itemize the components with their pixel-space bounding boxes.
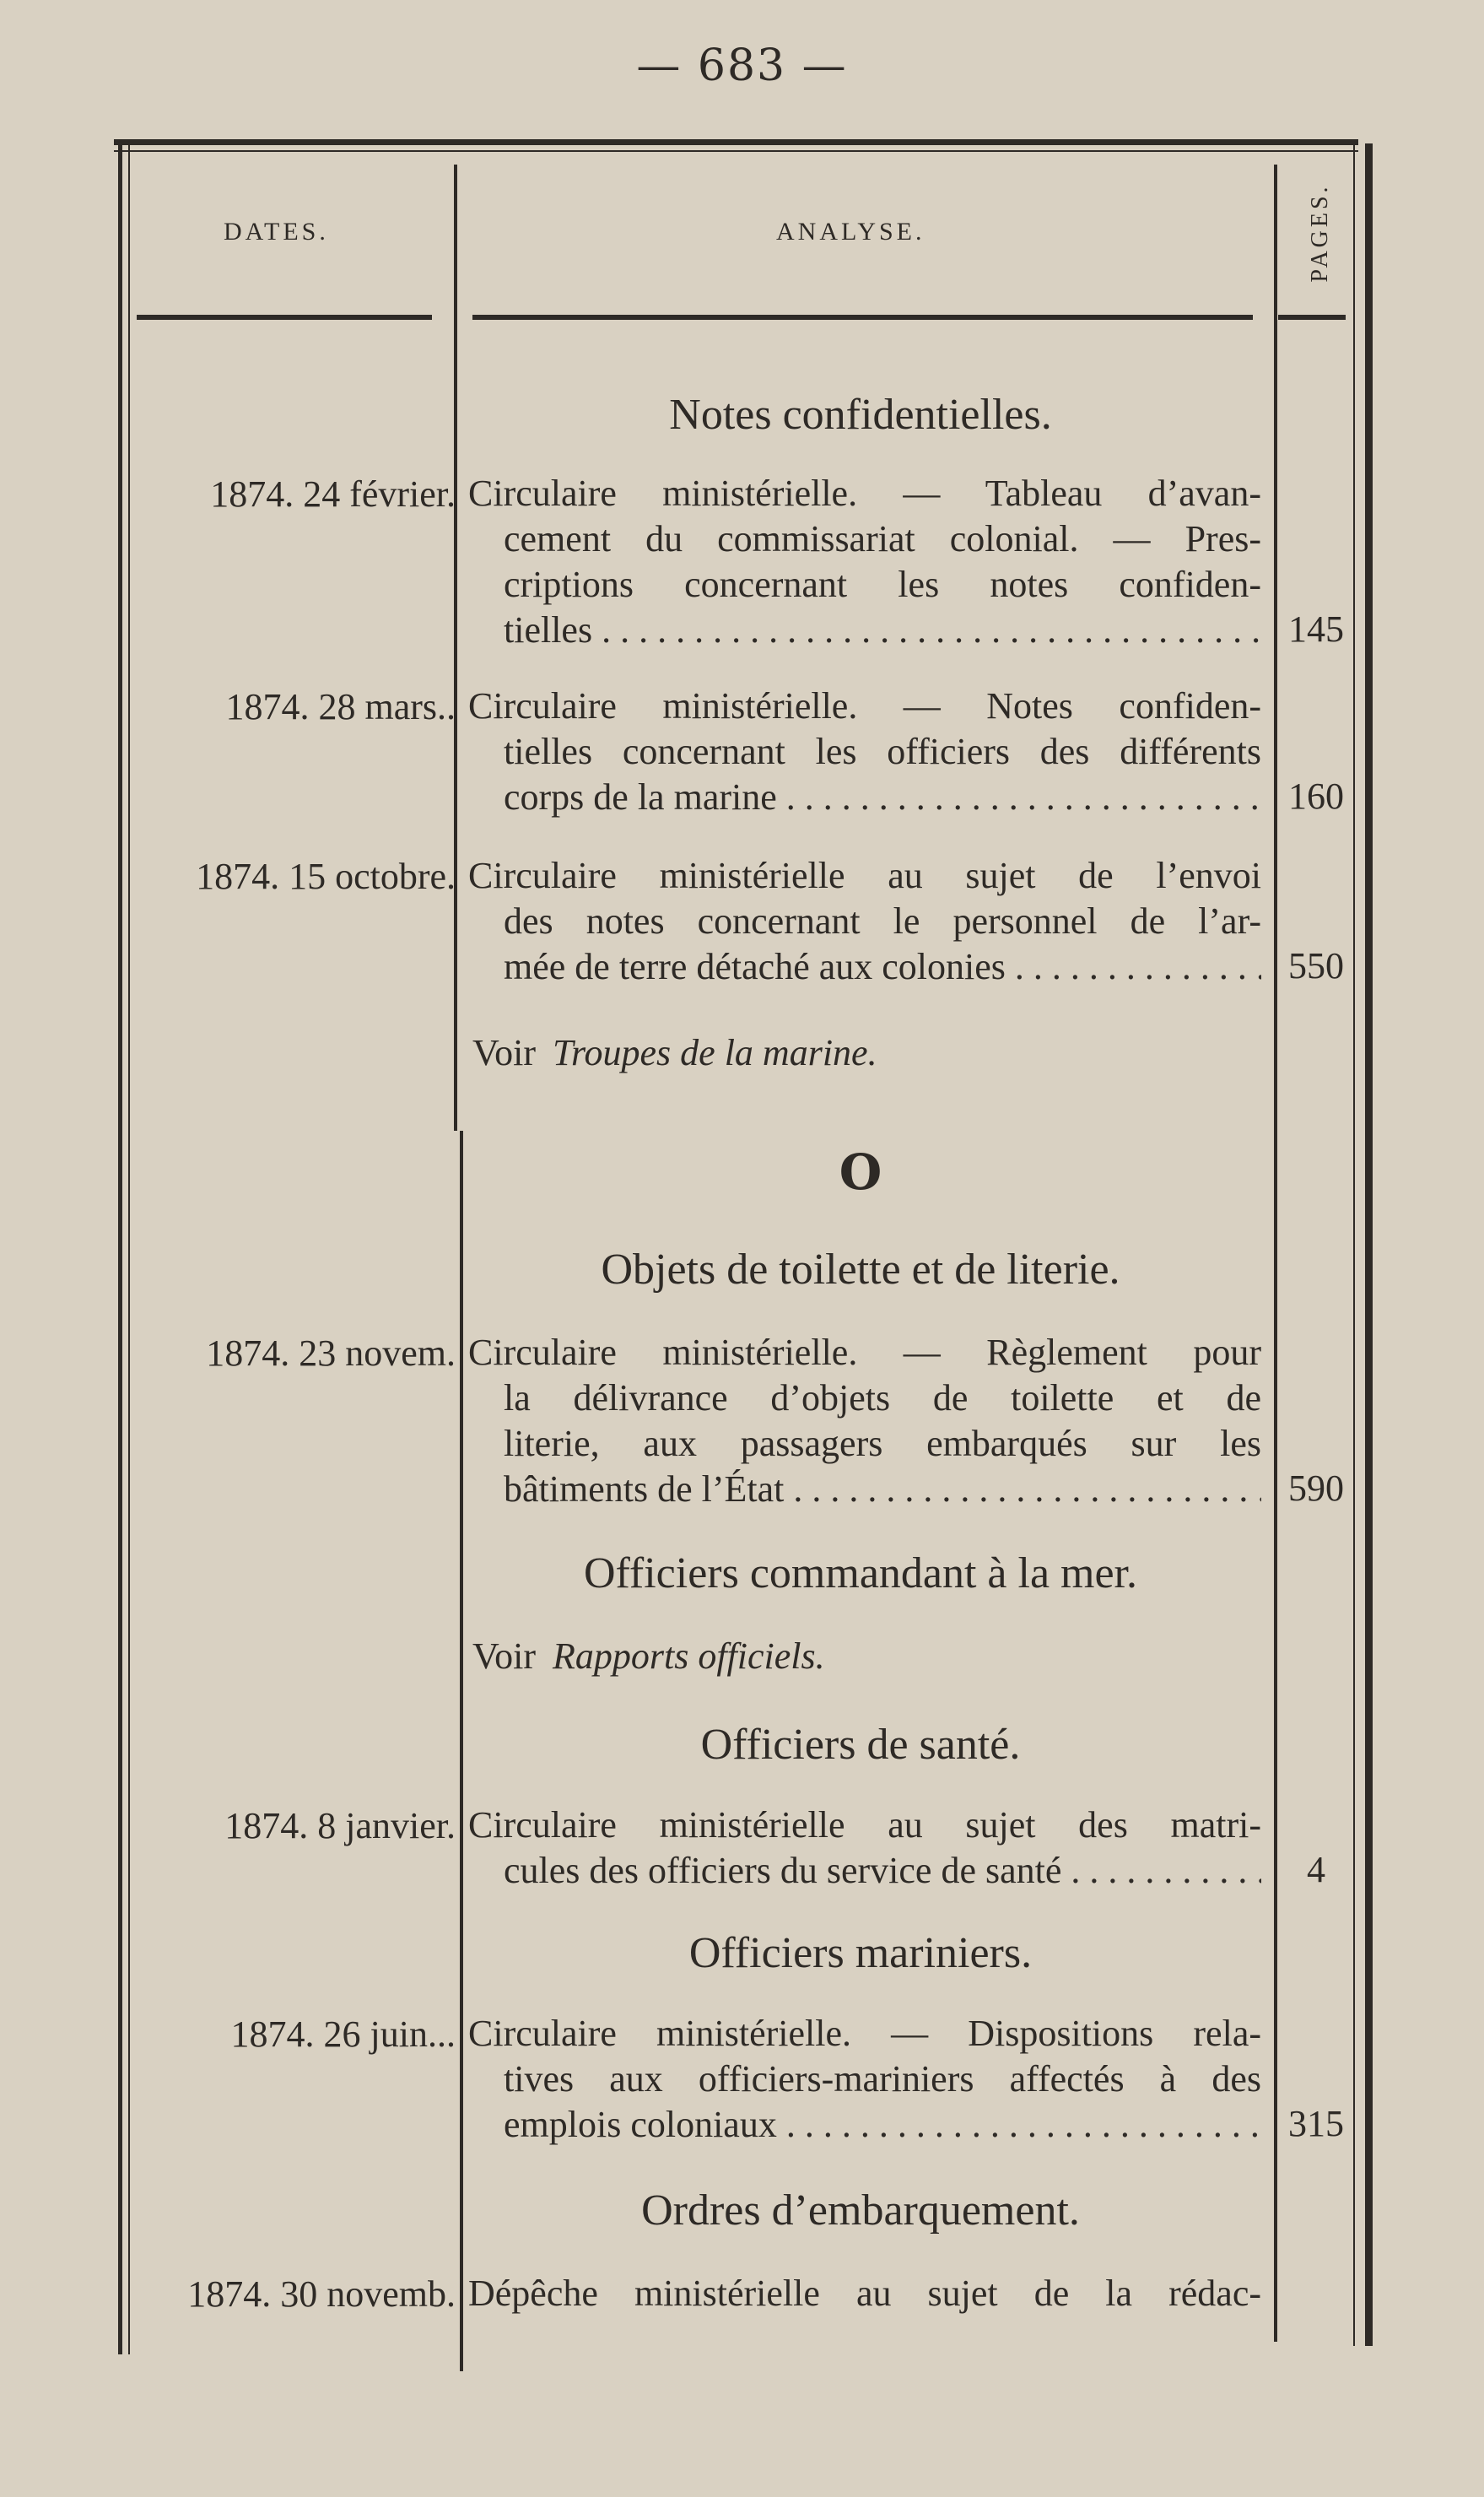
voir-target: Troupes de la marine. <box>552 1032 877 1073</box>
section-heading-officiers-mer: Officiers commandant à la mer. <box>583 1549 1138 1597</box>
right-border-inner <box>1353 143 1355 2346</box>
entry-date: 1874. 26 juin... <box>230 2013 456 2055</box>
entry-text <box>468 684 1261 820</box>
entry-line: Dépêche ministérielle au sujet de la rédac- <box>468 2273 1261 2314</box>
page-reference: 145 <box>1288 608 1344 650</box>
header-rule-pages <box>1278 315 1346 320</box>
top-rule <box>114 139 1358 145</box>
entry-line: la délivrance d’objets de toilette et de <box>504 1377 1261 1419</box>
entry-line: tielles . . . <box>468 608 1261 653</box>
section-heading-officiers-mariniers: Officiers mariniers. <box>688 1929 1033 1977</box>
pages-column-separator <box>1274 165 1277 2342</box>
page-reference: 590 <box>1288 1467 1344 1509</box>
entry-line: cules des officiers du service de santé . . . <box>468 1848 1261 1894</box>
entry-text <box>468 1802 1261 1894</box>
entry-line: literie, aux passagers embarqués sur les <box>504 1423 1261 1464</box>
column-header-dates: DATES. <box>224 218 329 246</box>
entry-text <box>468 471 1261 653</box>
entry-text <box>468 853 1261 990</box>
entry-date: 1874. 24 février. <box>210 473 456 515</box>
entry-line: corps de la marine . . . <box>468 775 1261 820</box>
cross-reference <box>472 1635 825 1678</box>
voir-label: Voir <box>472 1032 536 1073</box>
entry-line: Circulaire ministérielle au sujet des matri- <box>468 1804 1261 1846</box>
index-letter: O <box>839 1143 882 1201</box>
section-heading-officiers-sante: Officiers de santé. <box>700 1721 1021 1769</box>
header-rule-analyse <box>472 315 1253 320</box>
voir-target: Rapports officiels. <box>552 1635 825 1677</box>
entry-line: Circulaire ministérielle. — Tableau d’avan- <box>468 473 1261 514</box>
entry-line: Circulaire ministérielle. — Notes confiden- <box>468 685 1261 727</box>
entry-line: Circulaire ministérielle. — Règlement pour <box>468 1332 1261 1373</box>
column-header-pages: PAGES. <box>1307 183 1333 283</box>
left-border <box>118 143 122 2354</box>
cross-reference <box>472 1031 877 1074</box>
page-number: — 683 — <box>636 41 848 91</box>
page-reference: 160 <box>1288 776 1344 817</box>
entry-line: bâtiments de l’État . . . <box>468 1467 1261 1512</box>
page-reference: 550 <box>1288 945 1344 986</box>
header-rule-dates <box>137 315 432 320</box>
entry-line: tives aux officiers-mariniers affectés à des <box>504 2058 1261 2100</box>
entry-line: mée de terre détaché aux colonies . . . <box>468 944 1261 990</box>
entry-line: emplois coloniaux . . . <box>468 2102 1261 2148</box>
section-heading-objets: Objets de toilette et de literie. <box>601 1246 1120 1294</box>
entry-date: 1874. 15 octobre. <box>196 856 456 897</box>
right-border <box>1365 143 1373 2346</box>
date-column-separator <box>454 165 457 1131</box>
entry-line: Circulaire ministérielle. — Dispositions rela- <box>468 2013 1261 2054</box>
entry-date: 1874. 28 mars.. <box>225 686 456 727</box>
entry-line: cement du commissariat colonial. — Pres- <box>504 518 1261 559</box>
entry-date: 1874. 8 janvier. <box>224 1805 456 1846</box>
entry-line: criptions concernant les notes confiden- <box>504 564 1261 605</box>
top-rule-thin <box>114 150 1358 152</box>
voir-label: Voir <box>472 1635 536 1677</box>
entry-text <box>468 2011 1261 2148</box>
section-heading-ordres: Ordres d’embarquement. <box>641 2186 1080 2235</box>
entry-line: des notes concernant le personnel de l’ar- <box>504 900 1261 942</box>
entry-date: 1874. 23 novem. <box>206 1332 456 1374</box>
entry-line: Circulaire ministérielle au sujet de l’envoi <box>468 855 1261 896</box>
section-heading-notes: Notes confidentielles. <box>669 391 1052 439</box>
entry-text <box>468 2271 1261 2316</box>
entry-line: tielles concernant les officiers des différents <box>504 731 1261 772</box>
entry-date: 1874. 30 novemb. <box>187 2273 456 2315</box>
page-reference: 315 <box>1288 2103 1344 2144</box>
entry-text <box>468 1330 1261 1512</box>
column-header-analyse: ANALYSE. <box>776 218 925 246</box>
page-reference: 4 <box>1307 1849 1325 1890</box>
